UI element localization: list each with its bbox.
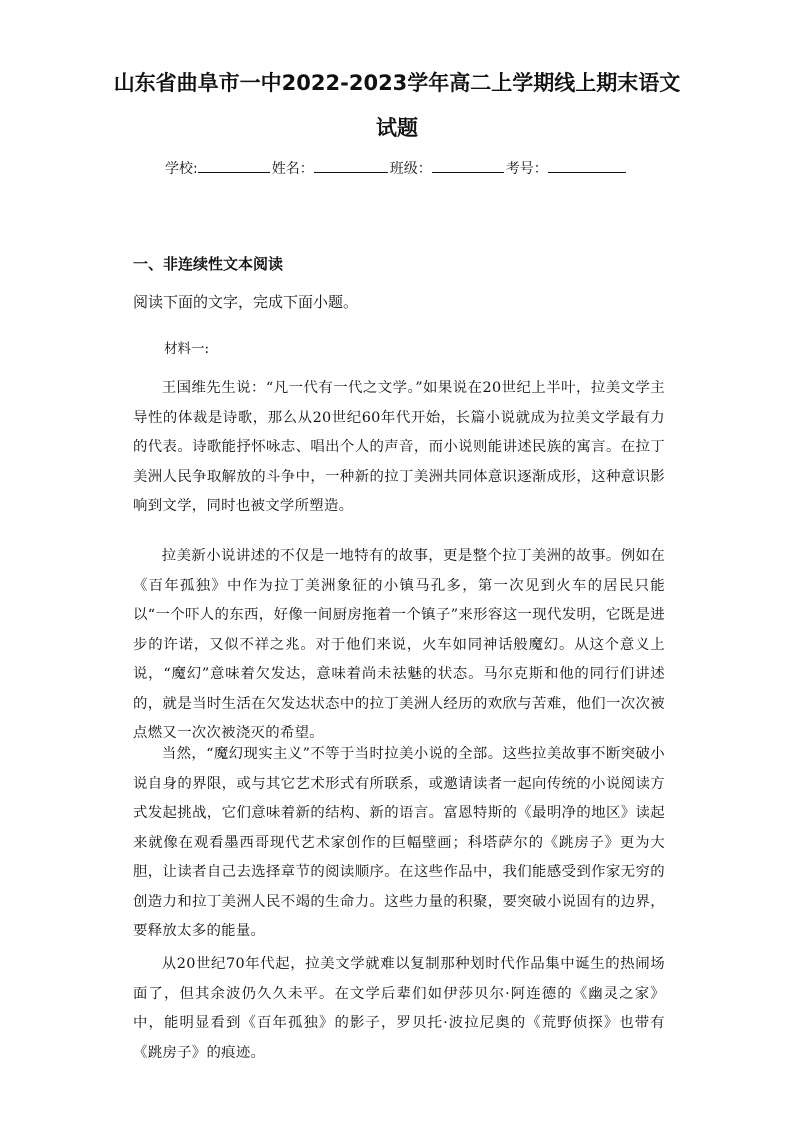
class-label: 班级： bbox=[389, 161, 432, 177]
class-blank bbox=[432, 158, 504, 173]
paragraph-1: 王国维先生说：“凡一代有一代之文学。”如果说在20世纪上半叶，拉美文学主导性的体裁是诗歌，那么从20世纪60年代开始，长篇小说就成为拉美文学最有力的代表。诗歌能抒怀咏志、唱出个人的声音，而小说则能讲述民族的寓言。在拉丁美洲人民争取解放的斗争中，一种新的拉丁美洲共同体意识逐渐成形，这种意识影响到文学，同时也被文学所塑造。 bbox=[133, 380, 665, 514]
document-title-line1: 山东省曲阜市一中2022-2023学年高二上学期线上期末语文 bbox=[113, 71, 681, 95]
paragraph-2: 拉美新小说讲述的不仅是一地特有的故事，更是整个拉丁美洲的故事。例如在《百年孤独》中作为拉丁美洲象征的小镇马孔多，第一次见到火车的居民只能以“一个吓人的东西，好像一间厨房拖着一个镇子”来形容这一现代发明，它既是进步的许诺，又似不祥之兆。对于他们来说，火车如同神话般魔幻。从这个意义上说，“魔幻”意味着欠发达，意味着尚未祛魅的状态。马尔克斯和他的同行们讲述的，就是当时生活在欠发达状态中的拉丁美洲人经历的欢欣与苦难，他们一次次被点燃又一次次被浇灭的希望。 bbox=[133, 548, 665, 741]
paragraph-4: 从20世纪70年代起，拉美文学就难以复制那种划时代作品集中诞生的热闹场面了，但其余波仍久久未平。在文学后辈们如伊莎贝尔·阿连德的《幽灵之家》中，能明显看到《百年孤独》的影子，罗贝托·波拉尼奥的《荒野侦探》也带有《跳房子》的痕迹。 bbox=[133, 956, 665, 1061]
name-blank bbox=[314, 158, 388, 173]
student-info-row bbox=[165, 158, 628, 178]
name-label: 姓名： bbox=[271, 161, 314, 177]
paragraph-3: 当然，“魔幻现实主义”不等于当时拉美小说的全部。这些拉美故事不断突破小说自身的界限，或与其它艺术形式有所联系，或邀请读者一起向传统的小说阅读方式发起挑战，它们意味着新的结构、新的语言。富恩特斯的《最明净的地区》读起来就像在观看墨西哥现代艺术家创作的巨幅壁画；科塔萨尔的《跳房子》更为大胆，让读者自己去选择章节的阅读顺序。在这些作品中，我们能感受到作家无穷的创造力和拉丁美洲人民不竭的生命力。这些力量的积聚，要突破小说固有的边界，要释放太多的能量。 bbox=[133, 746, 665, 939]
number-blank bbox=[548, 158, 626, 173]
section-heading: 一、非连续性文本阅读 bbox=[133, 255, 284, 273]
material-label: 材料一: bbox=[164, 341, 210, 357]
school-label: 学校: bbox=[165, 161, 198, 177]
document-title-line2: 试题 bbox=[376, 116, 418, 140]
reading-instruction: 阅读下面的文字，完成下面小题。 bbox=[133, 293, 359, 311]
school-blank bbox=[198, 158, 270, 173]
number-label: 考号： bbox=[505, 161, 548, 177]
